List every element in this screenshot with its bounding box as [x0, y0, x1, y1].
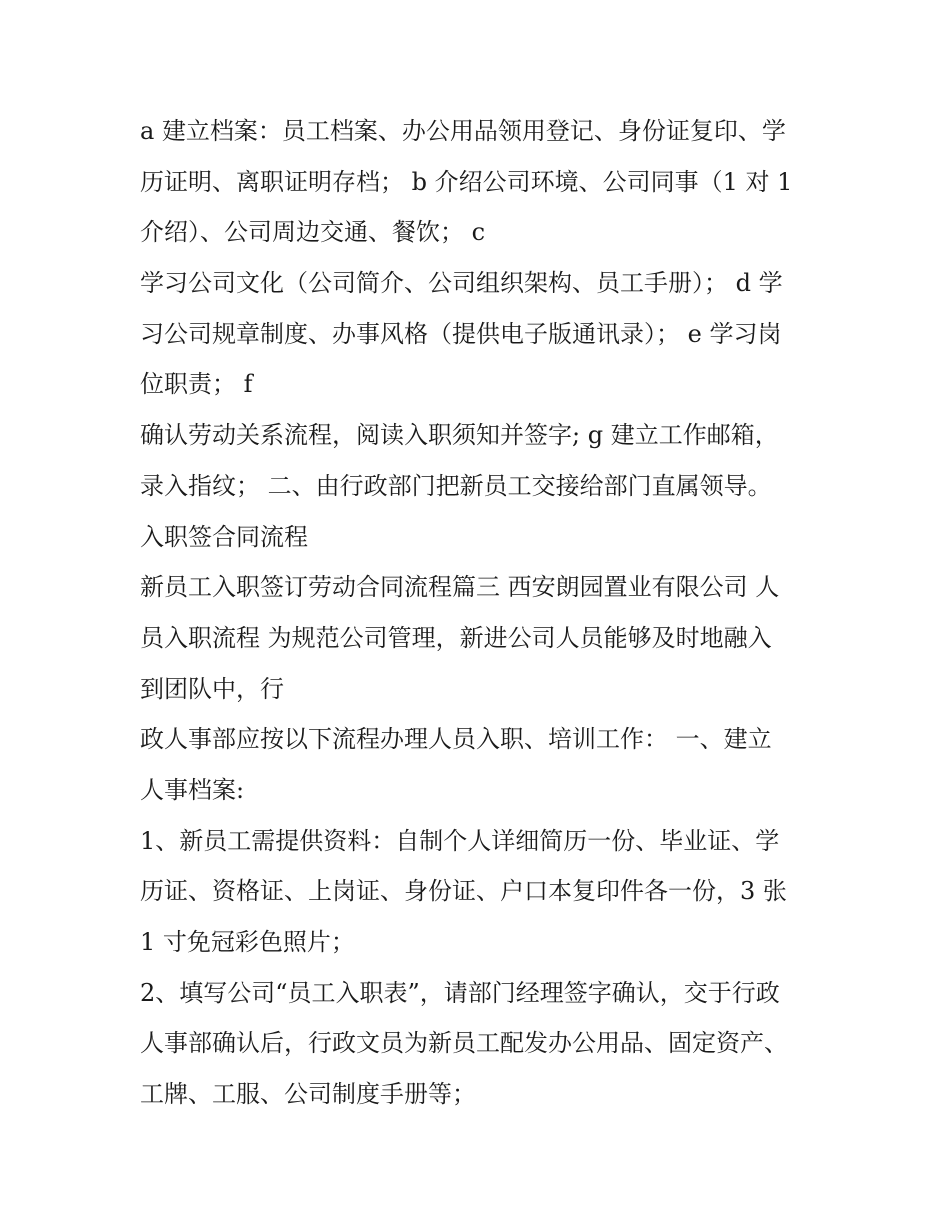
- text-line: 确认劳动关系流程，阅读入职须知并签字; g 建立工作邮箱，: [140, 421, 779, 450]
- text-line: 新员工入职签订劳动合同流程篇三 西安朗园置业有限公司 人: [140, 573, 780, 602]
- text-line: a 建立档案：员工档案、办公用品领用登记、身份证复印、学: [140, 117, 786, 145]
- text-line: 政人事部应按以下流程办理人员入职、培训工作： 一、建立: [140, 725, 772, 754]
- text-line: 1、新员工需提供资料：自制个人详细简历一份、毕业证、学: [140, 826, 780, 855]
- text-line: 2、填写公司“员工入职表”，请部门经理签字确认，交于行政: [140, 978, 780, 1007]
- text-line: 习公司规章制度、办事风格（提供电子版通讯录）； e 学习岗: [140, 319, 782, 348]
- text-line: 介绍）、公司周边交通、餐饮； c: [140, 218, 486, 247]
- text-line: 历证、资格证、上岗证、身份证、户口本复印件各一份，3 张: [140, 877, 787, 906]
- section-heading: 入职签合同流程: [140, 522, 308, 551]
- text-line: 录入指纹； 二、由行政部门把新员工交接给部门直属领导。: [140, 471, 772, 500]
- text-line: 1 寸免冠彩色照片；: [140, 928, 355, 956]
- text-line: 员入职流程 为规范公司管理，新进公司人员能够及时地融入: [140, 623, 772, 652]
- text-line: 到团队中，行: [140, 674, 284, 703]
- text-line: 工牌、工服、公司制度手册等；: [140, 1080, 476, 1109]
- text-line: 学习公司文化（公司简介、公司组织架构、员工手册）； d 学: [140, 269, 783, 298]
- text-line: 历证明、离职证明存档； b 介绍公司环境、公司同事（1 对 1: [140, 167, 793, 196]
- document-body: [140, 106, 820, 1120]
- text-line: 人事档案:: [140, 775, 245, 804]
- text-line: 位职责； f: [140, 370, 253, 399]
- text-line: 人事部确认后，行政文员为新员工配发办公用品、固定资产、: [140, 1029, 788, 1058]
